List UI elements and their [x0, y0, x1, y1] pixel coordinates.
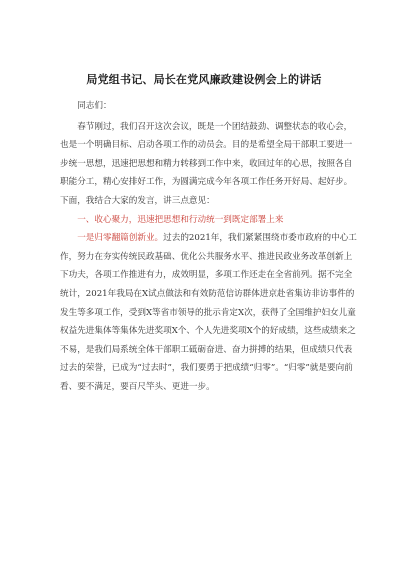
document-body	[60, 97, 360, 397]
subsection-heading: 一是归零翻篇创新业。	[77, 233, 164, 244]
salutation: 同志们：	[77, 101, 112, 111]
subsection-paragraph	[60, 229, 360, 396]
opening-paragraph: 春节刚过，我们召开这次会议，既是一个团结鼓劲、调整状态的收心会，也是一个明确目标、启动各项工作的动员会。目的是希望全局干部职工要进一步统一思想，迅速把思想和精力转移到工作中来，收回过年的心思，按照各自职能分工，精心安排好工作，为圆满完成今年各项工作任务开好局、起好步。下面，我结合大家的发言，讲三点意见：	[60, 121, 353, 206]
section-heading: 一、收心聚力，迅速把思想和行动统一到既定部署上来	[77, 214, 284, 225]
subsection-body: 过去的2021年，我们紧紧围绕市委市政府的中心工作，努力在夯实传统民政基础、优化公共服务水平、推进民政业务改革创新上下功夫，各项工作推进有力，成效明显，多项工作还走在全省前列。据不完全统计，2021年我局在X试点做法和有效防范信访群体进京赴省集访非访事件的发生等多项工作，受到X等省市领导的批示肯定X次，获得了全国维护妇女儿童权益先进集体等集体先进奖项X个、个人先进奖项X个的好成绩，这些成绩来之不易，是我们局系统全体干部职工砥砺奋进、奋力拼搏的结果，但成绩只代表过去的荣誉，已成为“过去时”，我们要勇于把成绩“归零”。“归零”就是要向前看、要不满足，要百尺竿头、更进一步。	[60, 233, 357, 392]
document-title: 局党组书记、局长在党风廉政建设例会上的讲话	[86, 73, 322, 86]
